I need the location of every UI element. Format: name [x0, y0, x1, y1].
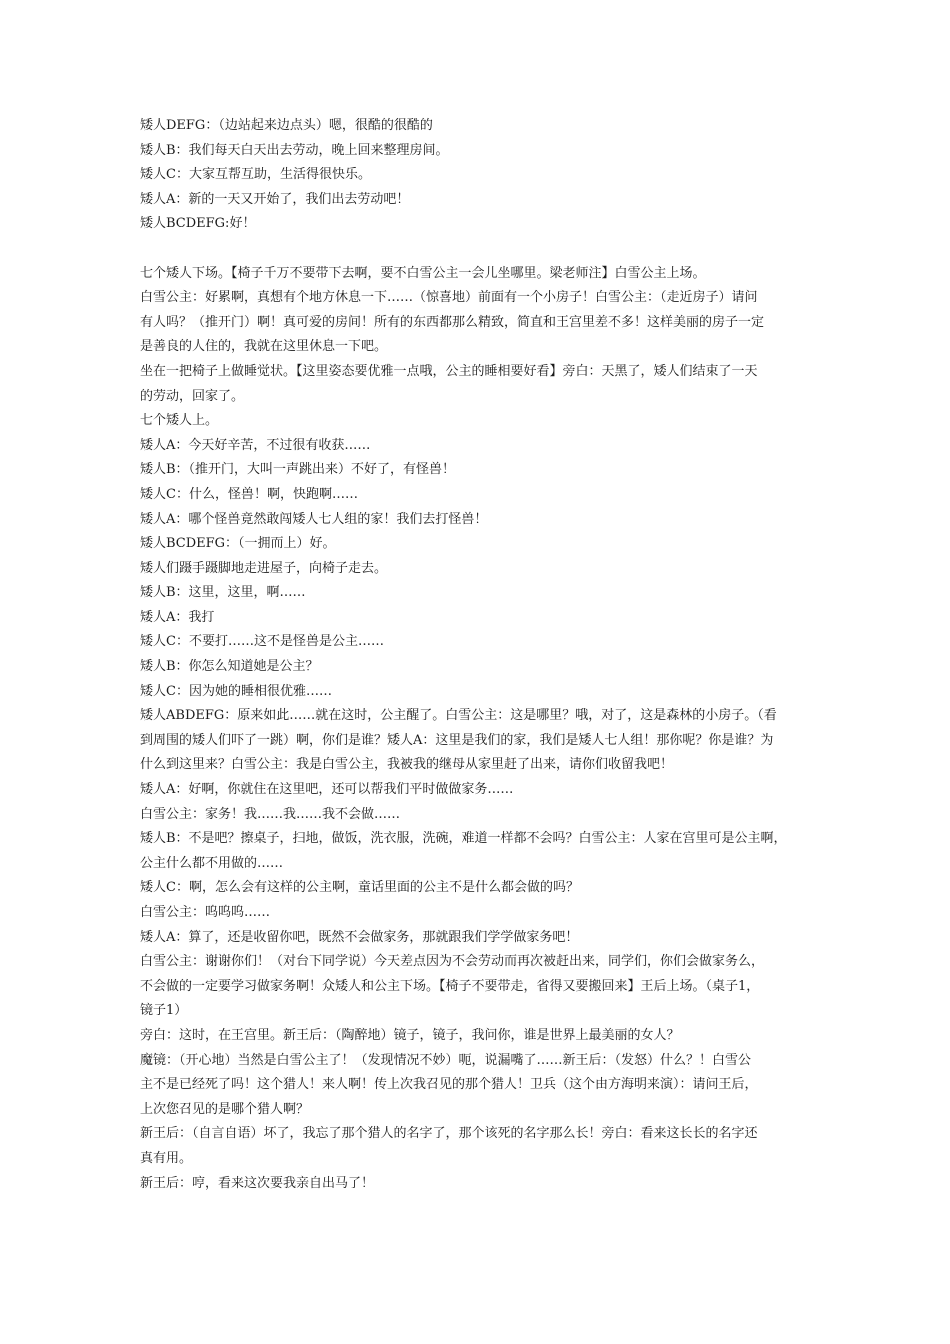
text-line: 坐在一把椅子上做睡觉状。【这里姿态要优雅一点哦，公主的睡相要好看】旁白：天黑了，矮人们结束了一天: [140, 363, 758, 379]
text-line: 矮人B：（推开门，大叫一声跳出来）不好了，有怪兽！: [140, 462, 456, 478]
text-line: 矮人B：不是吧？擦桌子，扫地，做饭，洗衣服，洗碗，难道一样都不会吗？白雪公主：人家在宫里可是公主啊，: [140, 831, 787, 847]
text-line: 上次您召见的是哪个猎人啊？: [140, 1101, 310, 1117]
text-line: 不会做的一定要学习做家务啊！众矮人和公主下场。【椅子不要带走，省得又要搬回来】王后上场。（桌子1，: [140, 978, 760, 994]
text-line: 白雪公主：家务！我……我……我不会做……: [140, 806, 401, 822]
text-line: 白雪公主：呜呜呜……: [140, 905, 271, 920]
text-line: 矮人A：哪个怪兽竟然敢闯矮人七人组的家！我们去打怪兽！: [140, 511, 488, 527]
text-line: 矮人C：因为她的睡相很优雅……: [140, 683, 332, 699]
text-line: 矮人BCDEFG:好！: [140, 216, 256, 232]
text-line: 魔镜：（开心地）当然是白雪公主了！（发现情况不妙）呃，说漏嘴了……新王后：（发怒）什么？！白雪公: [140, 1052, 752, 1068]
text-line: 矮人们蹑手蹑脚地走进屋子，向椅子走去。: [140, 560, 388, 576]
text-line: 矮人C：啊，怎么会有这样的公主啊，童话里面的公主不是什么都会做的吗？: [140, 880, 579, 896]
text-line: 七个矮人下场。【椅子千万不要带下去啊，要不白雪公主一会儿坐哪里。梁老师注】白雪公主上场。: [140, 265, 706, 281]
text-line: 矮人B：这里，这里，啊……: [140, 585, 306, 601]
text-line: 新王后：（自言自语）坏了，我忘了那个猎人的名字了，那个该死的名字那么长！旁白：看来这长长的名字还: [140, 1126, 758, 1142]
text-line: 矮人A：我打: [140, 609, 215, 625]
text-line: 矮人BCDEFG：（一拥而上）好。: [140, 536, 336, 552]
text-line: 镜子1）: [140, 1003, 188, 1019]
text-line: 什么到这里来？白雪公主：我是白雪公主，我被我的继母从家里赶了出来，请你们收留我吧！: [140, 757, 674, 773]
text-line: 矮人ABDEFG：原来如此……就在这时，公主醒了。白雪公主：这是哪里？哦，对了，这是森林的小房子。（看: [140, 708, 777, 724]
text-line: 矮人A：算了，还是收留你吧，既然不会做家务，那就跟我们学学做家务吧！: [140, 929, 579, 945]
text-line: 新王后：哼，看来这次要我亲自出马了！: [140, 1175, 375, 1191]
text-line: 是善良的人住的，我就在这里休息一下吧。: [140, 339, 388, 355]
text-line: 矮人B：我们每天白天出去劳动，晚上回来整理房间。: [140, 142, 449, 158]
text-line: 矮人A：好啊，你就住在这里吧，还可以帮我们平时做做家务……: [140, 782, 514, 798]
text-line: 矮人DEFG：（边站起来边点头）嗯，很酷的很酷的: [140, 118, 433, 133]
blank-line: [140, 237, 830, 262]
script-text-body: [140, 114, 830, 1196]
text-line: 公主什么都不用做的……: [140, 855, 284, 871]
text-line: 矮人B：你怎么知道她是公主？: [140, 659, 319, 675]
text-line: 七个矮人上。: [140, 413, 219, 429]
text-line: 矮人C：大家互帮互助，生活得很快乐。: [140, 167, 371, 183]
text-line: 有人吗？（推开门）啊！真可爱的房间！所有的东西都那么精致，简直和王宫里差不多！这样美丽的房子一定: [140, 314, 765, 330]
text-line: 旁白：这时，在王宫里。新王后：（陶醉地）镜子，镜子，我问你，谁是世界上最美丽的女人？: [140, 1027, 680, 1043]
text-line: 真有用。: [140, 1150, 193, 1166]
text-line: 的劳动，回家了。: [140, 388, 245, 404]
text-line: 矮人A：今天好辛苦，不过很有收获……: [140, 437, 371, 453]
text-line: 矮人C：不要打……这不是怪兽是公主……: [140, 634, 384, 650]
text-line: 到周围的矮人们吓了一跳）啊，你们是谁？矮人A：这里是我们的家，我们是矮人七人组！那你呢？你是谁？为: [140, 732, 774, 748]
text-line: 矮人A：新的一天又开始了，我们出去劳动吧！: [140, 191, 410, 207]
text-line: 矮人C：什么，怪兽！啊，快跑啊……: [140, 486, 358, 502]
text-line: 白雪公主：好累啊，真想有个地方休息一下……（惊喜地）前面有一个小房子！白雪公主：（走近房子）请问: [140, 290, 758, 306]
text-line: 主不是已经死了吗！这个猎人！来人啊！传上次我召见的那个猎人！卫兵（这个由方海明来演）：请问王后，: [140, 1077, 758, 1093]
text-line: 白雪公主：谢谢你们！（对台下同学说）今天差点因为不会劳动而再次被赶出来，同学们，你们会做家务么，: [140, 954, 765, 970]
